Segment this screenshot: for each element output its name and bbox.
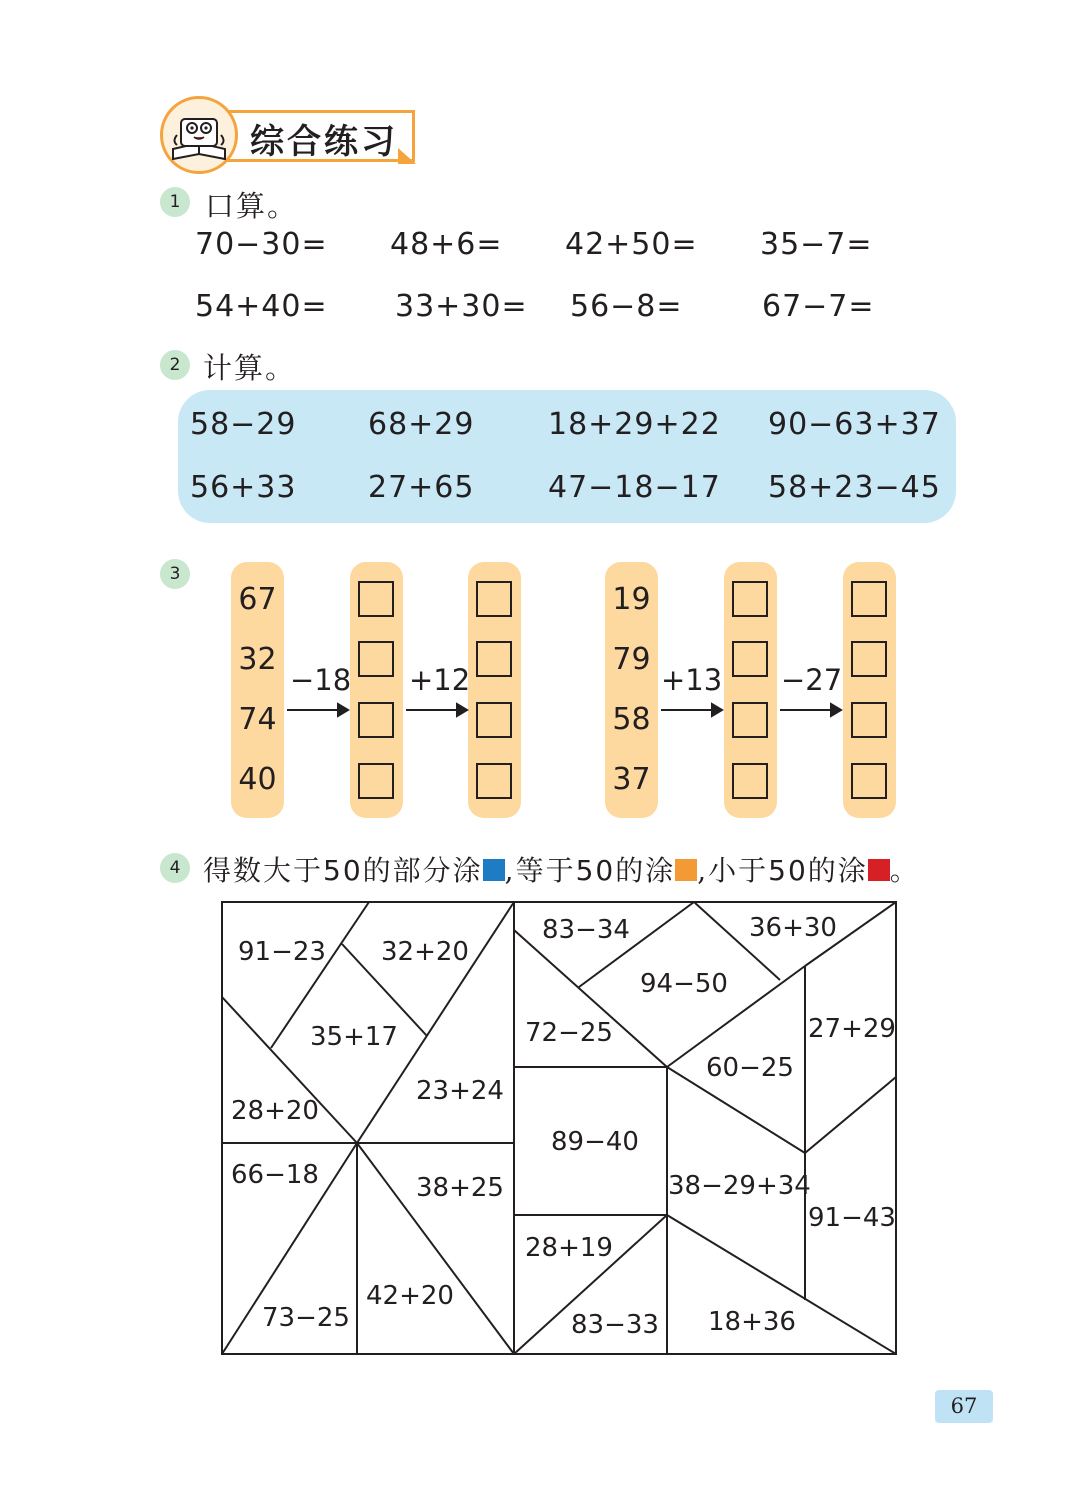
q1-expression: 56−8= — [570, 289, 683, 324]
puzzle-piece-label[interactable]: 94−50 — [640, 969, 728, 999]
page-number: 67 — [935, 1390, 993, 1423]
puzzle-piece-label[interactable]: 23+24 — [416, 1076, 504, 1106]
instruction-text: 的部分涂 — [362, 854, 483, 887]
q2-expression: 27+65 — [368, 470, 475, 505]
q2-expression: 18+29+22 — [548, 407, 721, 442]
puzzle-piece-label[interactable]: 60−25 — [706, 1053, 794, 1083]
input-number: 32 — [238, 642, 277, 677]
input-number: 58 — [612, 702, 651, 737]
puzzle-piece-label[interactable]: 83−34 — [542, 915, 630, 945]
puzzle-piece-label[interactable]: 28+20 — [231, 1096, 319, 1126]
question-4-badge: 4 — [160, 853, 190, 883]
instruction-text: 的涂 — [807, 854, 868, 887]
q1-expression: 42+50= — [565, 227, 698, 262]
puzzle-piece-label[interactable]: 32+20 — [381, 937, 469, 967]
q1-expression: 35−7= — [760, 227, 873, 262]
instruction-text: 。 — [889, 854, 920, 887]
instruction-number: 50 — [575, 854, 616, 887]
q2-expression: 47−18−17 — [548, 470, 721, 505]
instruction-text: 得数大于 — [203, 854, 324, 887]
q1-expression: 54+40= — [195, 289, 328, 324]
instruction-text: ,小于 — [697, 854, 769, 887]
input-number: 19 — [612, 582, 651, 617]
q1-expression: 67−7= — [762, 289, 875, 324]
question-1-title: 口算。 — [205, 189, 299, 223]
q1-expression: 48+6= — [390, 227, 503, 262]
operation-label: −18 — [290, 663, 352, 697]
instruction-number: 50 — [323, 854, 363, 887]
question-1-badge: 1 — [160, 187, 190, 217]
input-number: 74 — [238, 702, 277, 737]
q2-expression: 90−63+37 — [768, 407, 941, 442]
puzzle-piece-label[interactable]: 36+30 — [749, 913, 837, 943]
puzzle-piece-label[interactable]: 91−43 — [808, 1203, 896, 1233]
instruction-text: ,等于 — [504, 854, 576, 887]
question-2-badge: 2 — [160, 350, 190, 380]
puzzle-piece-label[interactable]: 35+17 — [310, 1022, 398, 1052]
input-number: 79 — [612, 642, 651, 677]
instruction-number: 50 — [768, 854, 808, 887]
puzzle-piece-label[interactable]: 66−18 — [231, 1160, 319, 1190]
operation-label: −27 — [781, 663, 843, 697]
puzzle-piece-label[interactable]: 28+19 — [525, 1233, 613, 1263]
q2-expression: 56+33 — [190, 470, 297, 505]
puzzle-piece-label[interactable]: 42+20 — [366, 1281, 454, 1311]
q2-expression: 68+29 — [368, 407, 475, 442]
puzzle-piece-label[interactable]: 89−40 — [551, 1127, 639, 1157]
question-2-title: 计算。 — [203, 351, 297, 385]
operation-label: +12 — [409, 663, 471, 697]
puzzle-piece-label[interactable]: 38−29+34 — [668, 1171, 811, 1201]
puzzle-piece-label[interactable]: 27+29 — [808, 1014, 896, 1044]
section-title: 综合练习 — [250, 122, 398, 162]
q1-expression: 33+30= — [395, 289, 528, 324]
q2-expression: 58−29 — [190, 407, 297, 442]
instruction-text: 的涂 — [615, 854, 676, 887]
input-number: 37 — [612, 762, 651, 797]
operation-label: +13 — [661, 663, 723, 697]
input-number: 67 — [238, 582, 277, 617]
puzzle-piece-label[interactable]: 38+25 — [416, 1173, 504, 1203]
puzzle-piece-label[interactable]: 18+36 — [708, 1307, 796, 1337]
q1-expression: 70−30= — [195, 227, 328, 262]
puzzle-piece-label[interactable]: 72−25 — [525, 1018, 613, 1048]
input-number: 40 — [238, 762, 277, 797]
question-3-badge: 3 — [160, 559, 190, 589]
puzzle-piece-label[interactable]: 73−25 — [262, 1303, 350, 1333]
q2-expression: 58+23−45 — [768, 470, 941, 505]
puzzle-piece-label[interactable]: 91−23 — [238, 937, 326, 967]
puzzle-piece-label[interactable]: 83−33 — [571, 1310, 659, 1340]
